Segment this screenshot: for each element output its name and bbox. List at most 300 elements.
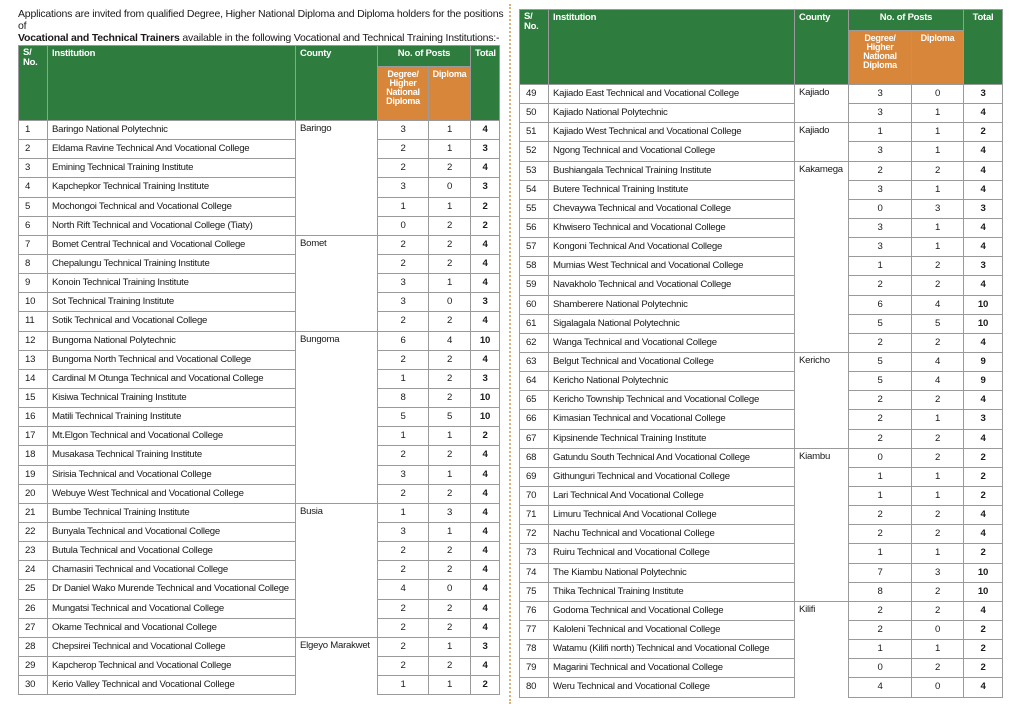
diploma-posts: 4	[912, 352, 964, 371]
header-diploma: Diploma	[912, 31, 964, 85]
table-row	[520, 486, 1003, 505]
diploma-posts: 2	[429, 369, 471, 388]
row-number: 6	[19, 216, 48, 235]
diploma-posts: 1	[912, 218, 964, 237]
institution-name: The Kiambu National Polytechnic	[549, 563, 795, 582]
institution-name: Watamu (Kilifi north) Technical and Vocational College	[549, 640, 795, 659]
total-posts: 10	[964, 563, 1003, 582]
diploma-posts: 2	[912, 429, 964, 448]
row-number: 64	[520, 372, 549, 391]
row-number: 12	[19, 331, 48, 350]
institution-name: Magarini Technical and Vocational College	[549, 659, 795, 678]
row-number: 25	[19, 580, 48, 599]
total-posts: 3	[471, 293, 500, 312]
row-number: 26	[19, 599, 48, 618]
degree-posts: 6	[849, 295, 912, 314]
header-posts: No. of Posts	[849, 10, 964, 31]
county-name	[296, 599, 378, 618]
table-row	[520, 104, 1003, 123]
institution-name: Musakasa Technical Training Institute	[48, 446, 296, 465]
degree-posts: 2	[378, 542, 429, 561]
total-posts: 2	[471, 216, 500, 235]
institution-name: Ngong Technical and Vocational College	[549, 142, 795, 161]
institution-name: Sirisia Technical and Vocational College	[48, 465, 296, 484]
table-row	[520, 218, 1003, 237]
total-posts: 4	[964, 238, 1003, 257]
county-name: Kakamega	[795, 161, 849, 180]
row-number: 49	[520, 85, 549, 104]
intro-bold: Vocational and Technical Trainers	[18, 32, 180, 44]
county-name	[296, 216, 378, 235]
diploma-posts: 2	[429, 446, 471, 465]
degree-posts: 2	[378, 618, 429, 637]
degree-posts: 0	[849, 448, 912, 467]
row-number: 22	[19, 522, 48, 541]
institution-name: Kericho National Polytechnic	[549, 372, 795, 391]
table-row	[19, 216, 500, 235]
county-name	[795, 429, 849, 448]
degree-posts: 1	[378, 197, 429, 216]
diploma-posts: 0	[912, 620, 964, 639]
row-number: 28	[19, 637, 48, 656]
intro-line2: available in the following Vocational and Technical Training Institutions:-	[179, 32, 500, 44]
institution-name: Eldama Ravine Technical And Vocational College	[48, 140, 296, 159]
total-posts: 10	[471, 388, 500, 407]
institution-name: Sotik Technical and Vocational College	[48, 312, 296, 331]
diploma-posts: 4	[912, 295, 964, 314]
degree-posts: 2	[849, 601, 912, 620]
diploma-posts: 3	[429, 503, 471, 522]
total-posts: 4	[471, 446, 500, 465]
table-row	[520, 678, 1003, 697]
total-posts: 3	[471, 637, 500, 656]
diploma-posts: 2	[429, 159, 471, 178]
institution-name: Kaloleni Technical and Vocational College	[549, 620, 795, 639]
county-name	[795, 391, 849, 410]
table-row	[19, 159, 500, 178]
row-number: 29	[19, 656, 48, 675]
county-name	[296, 254, 378, 273]
institution-name: Butula Technical and Vocational College	[48, 542, 296, 561]
diploma-posts: 2	[912, 276, 964, 295]
county-name: Kiambu	[795, 448, 849, 467]
table-row	[520, 506, 1003, 525]
diploma-posts: 2	[429, 254, 471, 273]
county-name	[795, 104, 849, 123]
degree-posts: 1	[378, 503, 429, 522]
total-posts: 10	[471, 331, 500, 350]
table-row	[19, 561, 500, 580]
diploma-posts: 1	[912, 104, 964, 123]
row-number: 72	[520, 525, 549, 544]
institution-name: Konoin Technical Training Institute	[48, 274, 296, 293]
degree-posts: 0	[849, 659, 912, 678]
table-row	[19, 350, 500, 369]
county-name	[795, 142, 849, 161]
diploma-posts: 2	[429, 350, 471, 369]
diploma-posts: 2	[429, 561, 471, 580]
row-number: 10	[19, 293, 48, 312]
row-number: 1	[19, 121, 48, 140]
table-row	[19, 408, 500, 427]
degree-posts: 2	[849, 391, 912, 410]
degree-posts: 0	[849, 199, 912, 218]
row-number: 56	[520, 218, 549, 237]
institution-name: Shamberere National Polytechnic	[549, 295, 795, 314]
county-name	[795, 678, 849, 697]
institution-name: Bomet Central Technical and Vocational College	[48, 235, 296, 254]
institution-name: Dr Daniel Wako Murende Technical and Vocational College	[48, 580, 296, 599]
row-number: 55	[520, 199, 549, 218]
diploma-posts: 1	[912, 467, 964, 486]
table-row	[19, 580, 500, 599]
institution-name: Githunguri Technical and Vocational College	[549, 467, 795, 486]
row-number: 3	[19, 159, 48, 178]
total-posts: 4	[471, 274, 500, 293]
county-name	[296, 446, 378, 465]
row-number: 30	[19, 676, 48, 695]
institution-name: Gatundu South Technical And Vocational College	[549, 448, 795, 467]
county-name	[296, 274, 378, 293]
row-number: 17	[19, 427, 48, 446]
degree-posts: 2	[378, 484, 429, 503]
row-number: 19	[19, 465, 48, 484]
total-posts: 10	[964, 295, 1003, 314]
institution-name: Sot Technical Training Institute	[48, 293, 296, 312]
institution-name: Kajiado East Technical and Vocational College	[549, 85, 795, 104]
table-row	[19, 656, 500, 675]
row-number: 11	[19, 312, 48, 331]
diploma-posts: 1	[912, 640, 964, 659]
table-row	[19, 388, 500, 407]
county-name	[296, 618, 378, 637]
degree-posts: 2	[849, 276, 912, 295]
table-row	[520, 199, 1003, 218]
table-row	[520, 467, 1003, 486]
degree-posts: 5	[849, 352, 912, 371]
institution-name: Matili Technical Training Institute	[48, 408, 296, 427]
diploma-posts: 2	[429, 388, 471, 407]
table-row	[520, 85, 1003, 104]
total-posts: 3	[964, 85, 1003, 104]
diploma-posts: 2	[912, 601, 964, 620]
institution-name: Wanga Technical and Vocational College	[549, 333, 795, 352]
county-name	[795, 563, 849, 582]
degree-posts: 2	[378, 656, 429, 675]
institution-name: Thika Technical Training Institute	[549, 582, 795, 601]
column-divider	[509, 4, 511, 704]
table-row	[19, 140, 500, 159]
diploma-posts: 4	[429, 331, 471, 350]
total-posts: 4	[471, 503, 500, 522]
degree-posts: 3	[849, 180, 912, 199]
total-posts: 4	[964, 218, 1003, 237]
degree-posts: 2	[378, 599, 429, 618]
header-institution: Institution	[549, 10, 795, 85]
county-name	[296, 369, 378, 388]
table-row	[19, 637, 500, 656]
row-number: 71	[520, 506, 549, 525]
table-row	[520, 180, 1003, 199]
header-diploma: Diploma	[429, 67, 471, 121]
institution-name: Bumbe Technical Training Institute	[48, 503, 296, 522]
table-row	[520, 372, 1003, 391]
row-number: 14	[19, 369, 48, 388]
degree-posts: 1	[849, 467, 912, 486]
county-name	[795, 199, 849, 218]
county-name	[296, 312, 378, 331]
diploma-posts: 1	[429, 465, 471, 484]
institution-name: Mochongoi Technical and Vocational College	[48, 197, 296, 216]
total-posts: 10	[964, 582, 1003, 601]
total-posts: 4	[471, 484, 500, 503]
institution-name: Lari Technical And Vocational College	[549, 486, 795, 505]
diploma-posts: 1	[429, 121, 471, 140]
header-sno: S/ No.	[520, 10, 549, 85]
row-number: 27	[19, 618, 48, 637]
table-row	[520, 352, 1003, 371]
county-name	[296, 388, 378, 407]
degree-posts: 2	[849, 525, 912, 544]
county-name	[795, 257, 849, 276]
right-posts-table	[519, 9, 1003, 698]
county-name	[296, 159, 378, 178]
county-name	[296, 656, 378, 675]
degree-posts: 8	[849, 582, 912, 601]
total-posts: 2	[964, 620, 1003, 639]
table-row	[520, 410, 1003, 429]
county-name	[795, 582, 849, 601]
table-row	[520, 314, 1003, 333]
row-number: 77	[520, 620, 549, 639]
degree-posts: 2	[378, 254, 429, 273]
total-posts: 10	[471, 408, 500, 427]
table-row	[520, 295, 1003, 314]
row-number: 23	[19, 542, 48, 561]
row-number: 20	[19, 484, 48, 503]
total-posts: 2	[471, 197, 500, 216]
total-posts: 4	[964, 104, 1003, 123]
total-posts: 4	[471, 522, 500, 541]
degree-posts: 2	[849, 429, 912, 448]
degree-posts: 6	[378, 331, 429, 350]
county-name	[795, 410, 849, 429]
degree-posts: 3	[849, 238, 912, 257]
row-number: 75	[520, 582, 549, 601]
county-name: Bomet	[296, 235, 378, 254]
county-name	[795, 218, 849, 237]
table-row	[19, 369, 500, 388]
total-posts: 4	[471, 254, 500, 273]
total-posts: 4	[471, 312, 500, 331]
intro-text	[18, 8, 508, 44]
institution-name: Bunyala Technical and Vocational College	[48, 522, 296, 541]
county-name	[795, 295, 849, 314]
degree-posts: 2	[378, 140, 429, 159]
total-posts: 3	[471, 140, 500, 159]
degree-posts: 1	[849, 486, 912, 505]
degree-posts: 4	[849, 678, 912, 697]
total-posts: 2	[964, 544, 1003, 563]
diploma-posts: 2	[912, 333, 964, 352]
table-row	[19, 331, 500, 350]
degree-posts: 3	[849, 218, 912, 237]
total-posts: 4	[964, 525, 1003, 544]
county-name	[296, 465, 378, 484]
table-row	[520, 391, 1003, 410]
total-posts: 4	[471, 159, 500, 178]
degree-posts: 7	[849, 563, 912, 582]
county-name: Baringo	[296, 121, 378, 140]
institution-name: Kipsinende Technical Training Institute	[549, 429, 795, 448]
degree-posts: 3	[849, 142, 912, 161]
diploma-posts: 1	[912, 123, 964, 142]
degree-posts: 2	[378, 561, 429, 580]
total-posts: 2	[964, 486, 1003, 505]
diploma-posts: 2	[429, 312, 471, 331]
total-posts: 3	[471, 369, 500, 388]
diploma-posts: 1	[912, 142, 964, 161]
degree-posts: 2	[849, 333, 912, 352]
table-row	[19, 235, 500, 254]
diploma-posts: 1	[429, 676, 471, 695]
row-number: 7	[19, 235, 48, 254]
table-row	[19, 121, 500, 140]
institution-name: Belgut Technical and Vocational College	[549, 352, 795, 371]
county-name	[296, 293, 378, 312]
table-row	[520, 238, 1003, 257]
total-posts: 2	[964, 448, 1003, 467]
degree-posts: 0	[378, 216, 429, 235]
table-row	[19, 465, 500, 484]
degree-posts: 2	[378, 159, 429, 178]
county-name: Busia	[296, 503, 378, 522]
row-number: 52	[520, 142, 549, 161]
total-posts: 4	[471, 542, 500, 561]
institution-name: Webuye West Technical and Vocational College	[48, 484, 296, 503]
degree-posts: 3	[849, 104, 912, 123]
degree-posts: 1	[378, 427, 429, 446]
total-posts: 4	[471, 599, 500, 618]
intro-line1: Applications are invited from qualified Degree, Higher National Diploma and Diploma holders for the positions of	[18, 8, 504, 32]
table-row	[520, 276, 1003, 295]
institution-name: Ruiru Technical and Vocational College	[549, 544, 795, 563]
total-posts: 4	[471, 121, 500, 140]
table-row	[19, 484, 500, 503]
county-name	[296, 522, 378, 541]
table-row	[520, 563, 1003, 582]
diploma-posts: 2	[912, 448, 964, 467]
institution-name: Butere Technical Training Institute	[549, 180, 795, 199]
table-row	[520, 601, 1003, 620]
table-row	[19, 503, 500, 522]
institution-name: Mungatsi Technical and Vocational College	[48, 599, 296, 618]
header-total: Total	[471, 46, 500, 121]
row-number: 60	[520, 295, 549, 314]
degree-posts: 2	[378, 446, 429, 465]
row-number: 53	[520, 161, 549, 180]
total-posts: 4	[471, 235, 500, 254]
diploma-posts: 5	[912, 314, 964, 333]
table-row	[520, 544, 1003, 563]
county-name	[795, 640, 849, 659]
county-name	[795, 238, 849, 257]
table-row	[520, 123, 1003, 142]
table-row	[520, 429, 1003, 448]
row-number: 73	[520, 544, 549, 563]
diploma-posts: 2	[429, 618, 471, 637]
row-number: 50	[520, 104, 549, 123]
diploma-posts: 0	[912, 85, 964, 104]
county-name	[296, 561, 378, 580]
institution-name: Kongoni Technical And Vocational College	[549, 238, 795, 257]
total-posts: 4	[471, 561, 500, 580]
degree-posts: 5	[849, 372, 912, 391]
header-county: County	[296, 46, 378, 121]
degree-posts: 2	[849, 620, 912, 639]
degree-posts: 2	[378, 235, 429, 254]
county-name: Bungoma	[296, 331, 378, 350]
table-row	[520, 257, 1003, 276]
table-row	[19, 178, 500, 197]
table-row	[19, 254, 500, 273]
institution-name: Emining Technical Training Institute	[48, 159, 296, 178]
institution-name: Khwisero Technical and Vocational College	[549, 218, 795, 237]
row-number: 80	[520, 678, 549, 697]
total-posts: 4	[964, 142, 1003, 161]
diploma-posts: 1	[912, 410, 964, 429]
total-posts: 4	[471, 580, 500, 599]
total-posts: 9	[964, 372, 1003, 391]
diploma-posts: 2	[912, 506, 964, 525]
table-row	[19, 542, 500, 561]
institution-name: Godoma Technical and Vocational College	[549, 601, 795, 620]
diploma-posts: 2	[912, 391, 964, 410]
institution-name: Kapcherop Technical and Vocational College	[48, 656, 296, 675]
degree-posts: 3	[849, 85, 912, 104]
county-name: Elgeyo Marakwet	[296, 637, 378, 656]
degree-posts: 2	[378, 350, 429, 369]
row-number: 70	[520, 486, 549, 505]
institution-name: Cardinal M Otunga Technical and Vocational College	[48, 369, 296, 388]
diploma-posts: 2	[912, 525, 964, 544]
institution-name: Nachu Technical and Vocational College	[549, 525, 795, 544]
table-row	[520, 659, 1003, 678]
header-county: County	[795, 10, 849, 85]
county-name	[296, 140, 378, 159]
degree-posts: 1	[849, 640, 912, 659]
county-name	[795, 525, 849, 544]
degree-posts: 3	[378, 465, 429, 484]
institution-name: Chevaywa Technical and Vocational College	[549, 199, 795, 218]
row-number: 24	[19, 561, 48, 580]
diploma-posts: 1	[912, 180, 964, 199]
total-posts: 2	[964, 640, 1003, 659]
table-row	[19, 312, 500, 331]
institution-name: Kerio Valley Technical and Vocational College	[48, 676, 296, 695]
row-number: 15	[19, 388, 48, 407]
diploma-posts: 2	[912, 659, 964, 678]
header-degree: Degree/ Higher National Diploma	[378, 67, 429, 121]
diploma-posts: 1	[429, 274, 471, 293]
degree-posts: 8	[378, 388, 429, 407]
county-name	[296, 197, 378, 216]
row-number: 51	[520, 123, 549, 142]
degree-posts: 1	[849, 257, 912, 276]
diploma-posts: 2	[429, 599, 471, 618]
row-number: 74	[520, 563, 549, 582]
row-number: 16	[19, 408, 48, 427]
